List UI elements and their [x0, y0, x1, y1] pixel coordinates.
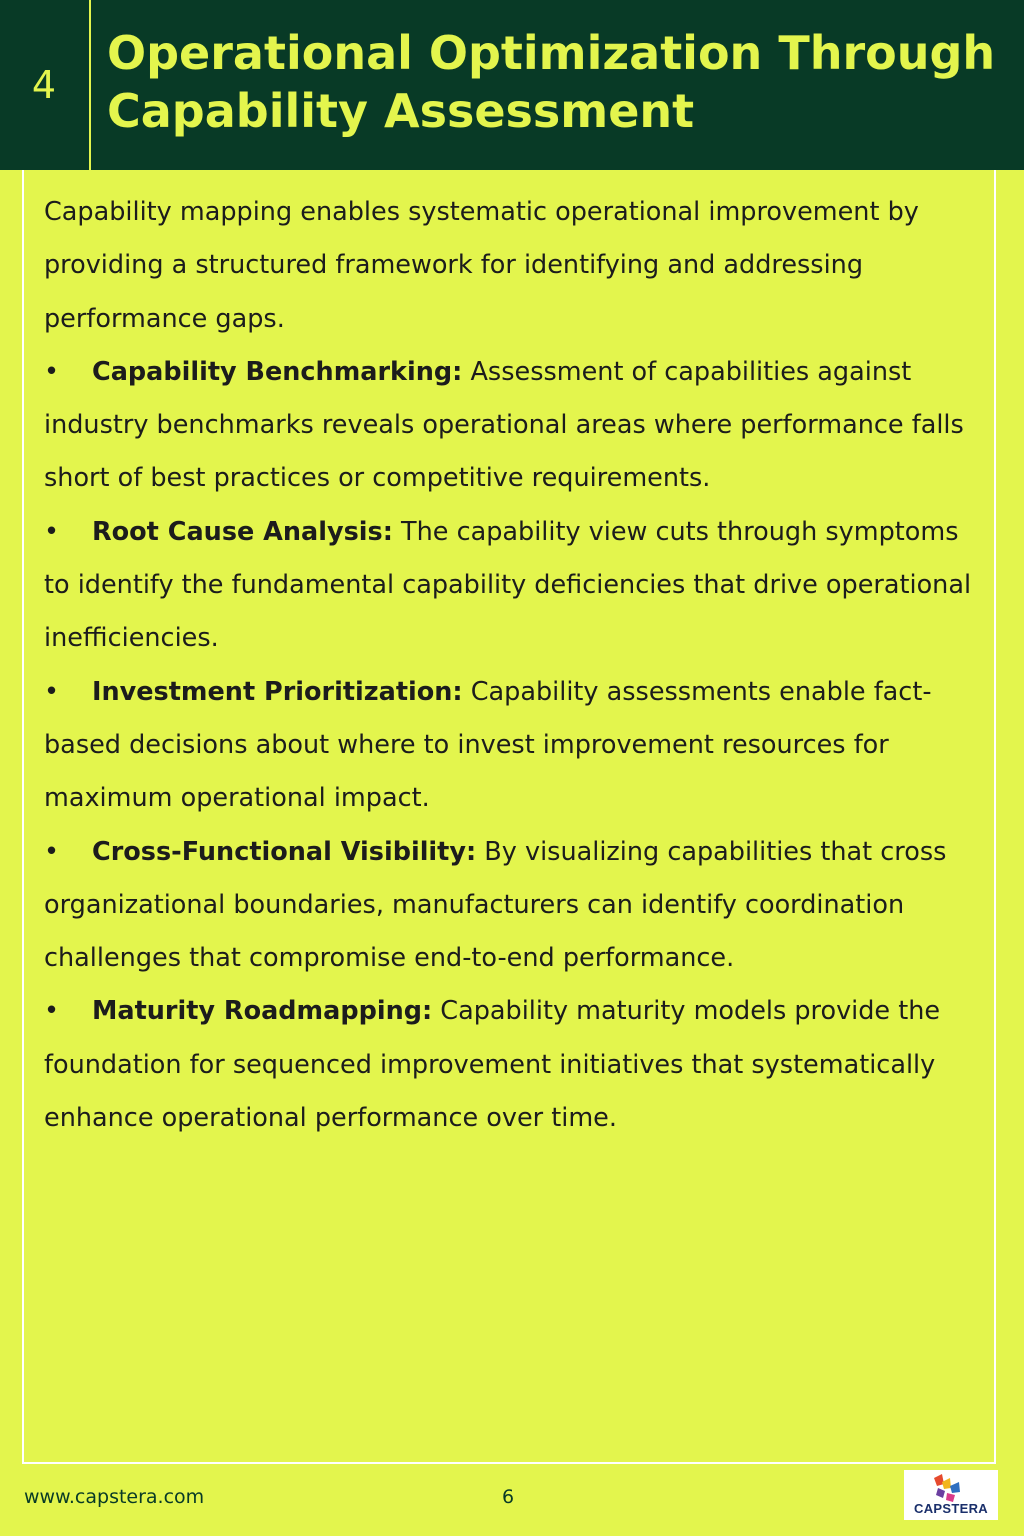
capstera-logo	[904, 1470, 998, 1520]
logo-text: CAPSTERA	[914, 1501, 988, 1516]
bullet-dot: •	[44, 356, 60, 387]
bullet-text: Capability maturity models provide the foundation for sequenced improvement initiatives that systematically enhance operational performance over time.	[44, 996, 941, 1134]
bullet-item	[44, 666, 984, 826]
bullet-dot: •	[44, 676, 60, 707]
bullet-term: Root Cause Analysis:	[92, 516, 393, 547]
intro-paragraph: Capability mapping enables systematic operational improvement by providing a structured framework for identifying and addressing performance gaps.	[44, 197, 919, 334]
page-title	[107, 24, 1007, 140]
page-header	[0, 0, 1024, 170]
bullet-item	[44, 346, 984, 506]
bullet-list	[44, 346, 984, 1145]
bullet-text: The capability view cuts through symptoms to identify the fundamental capability deficiencies that drive operational inefficiencies.	[44, 516, 972, 654]
bullet-dot: •	[44, 836, 60, 867]
header-divider	[89, 0, 91, 170]
bullet-dot: •	[44, 996, 60, 1027]
bullet-term: Capability Benchmarking:	[92, 356, 463, 387]
bullet-term: Investment Prioritization:	[92, 676, 463, 707]
bullet-text: By visualizing capabilities that cross organizational boundaries, manufacturers can identify coordination challenges that compromise end-to-end performance.	[44, 836, 947, 974]
bullet-text: Assessment of capabilities against industry benchmarks reveals operational areas where performance falls short of best practices or competitive requirements.	[44, 356, 964, 494]
page-title-line2: Capability Assessment	[107, 84, 695, 138]
bullet-item	[44, 826, 984, 986]
bullet-text: Capability assessments enable fact-based decisions about where to invest improvement resources for maximum operational impact.	[44, 676, 932, 814]
footer-website-link[interactable]: www.capstera.com	[24, 1486, 205, 1508]
section-number: 4	[31, 63, 57, 107]
bullet-item	[44, 985, 984, 1145]
content-body	[44, 186, 984, 1145]
bullet-item	[44, 506, 984, 666]
page-title-line1: Operational Optimization Through	[107, 26, 996, 80]
bullet-term: Cross-Functional Visibility:	[92, 836, 477, 867]
bullet-term: Maturity Roadmapping:	[92, 996, 433, 1027]
page-number: 6	[502, 1486, 515, 1508]
capstera-logo-icon	[904, 1470, 998, 1504]
bullet-dot: •	[44, 516, 60, 547]
